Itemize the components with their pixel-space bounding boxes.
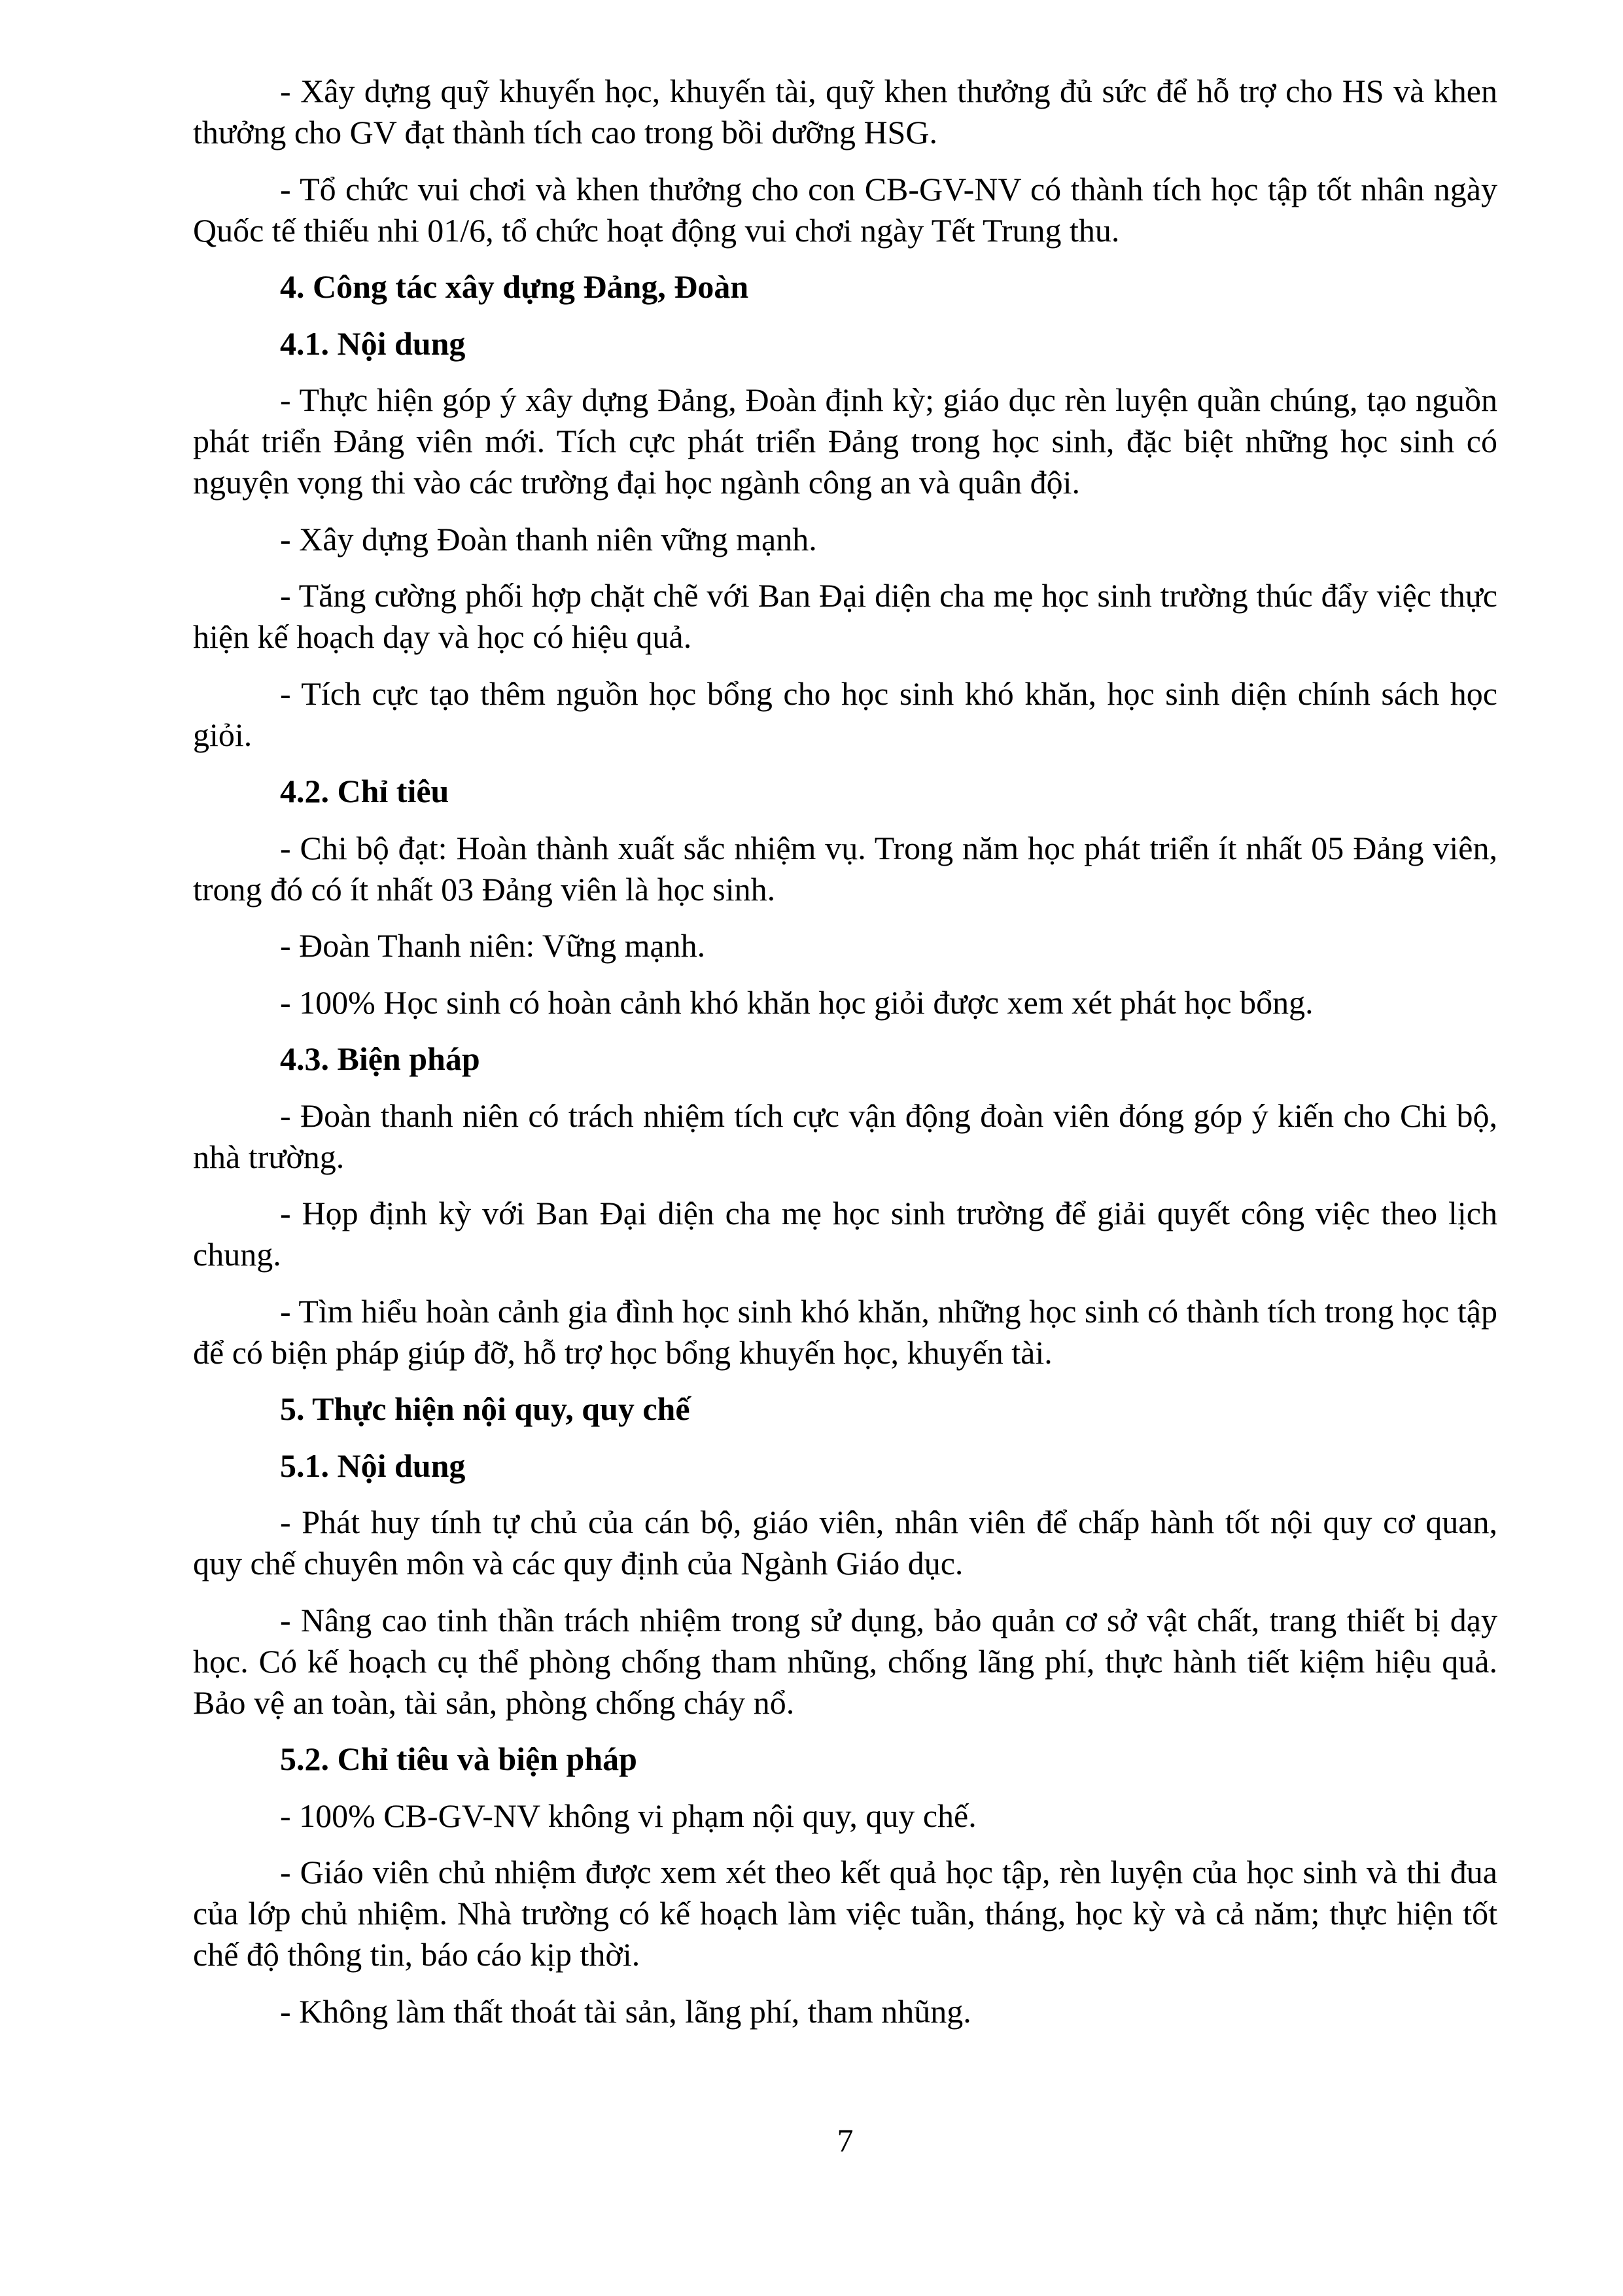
- heading-section-4: 4. Công tác xây dựng Đảng, Đoàn: [280, 268, 749, 305]
- document-page: [193, 0, 1497, 2296]
- heading-section-4-2: 4.2. Chỉ tiêu: [280, 773, 449, 809]
- document-body: [193, 71, 1497, 2047]
- heading-section-5-2: 5.2. Chỉ tiêu và biện pháp: [280, 1740, 637, 1777]
- paragraph-5-1-item-2: - Nâng cao tinh thần trách nhiệm trong sử dụng, bảo quản cơ sở vật chất, trang thiết bị dạy học. Có kế hoạch cụ thể phòng chống tham nhũng, chống lãng phí, thực hành tiết kiệm hiệu quả. Bảo vệ an toàn, tài sản, phòng chống cháy nổ.: [193, 1601, 1497, 1721]
- paragraph-5-2-item-3: - Không làm thất thoát tài sản, lãng phí, tham nhũng.: [280, 1992, 971, 2030]
- paragraph-4-2-item-1: - Chi bộ đạt: Hoàn thành xuất sắc nhiệm vụ. Trong năm học phát triển ít nhất 05 Đảng viên, trong đó có ít nhất 03 Đảng viên là học sinh.: [193, 829, 1497, 908]
- paragraph-4-2-item-2: - Đoàn Thanh niên: Vững mạnh.: [280, 927, 706, 964]
- paragraph-scholarship-fund: - Xây dựng quỹ khuyến học, khuyến tài, quỹ khen thưởng đủ sức để hỗ trợ cho HS và khen thưởng cho GV đạt thành tích cao trong bồi dưỡng HSG.: [193, 73, 1497, 150]
- paragraph-4-1-item-1: - Thực hiện góp ý xây dựng Đảng, Đoàn định kỳ; giáo dục rèn luyện quần chúng, tạo nguồn phát triển Đảng viên mới. Tích cực phát triển Đảng trong học sinh, đặc biệt những học sinh có nguyện vọng thi vào các trường đại học ngành công an và quân đội.: [193, 381, 1497, 501]
- paragraph-4-1-item-3: - Tăng cường phối hợp chặt chẽ với Ban Đại diện cha mẹ học sinh trường thúc đẩy việc thực hiện kế hoạch dạy và học có hiệu quả.: [193, 577, 1497, 655]
- heading-section-4-1: 4.1. Nội dung: [280, 325, 466, 362]
- paragraph-4-1-item-2: - Xây dựng Đoàn thanh niên vững mạnh.: [280, 520, 817, 557]
- paragraph-4-3-item-2: - Họp định kỳ với Ban Đại diện cha mẹ học sinh trường để giải quyết công việc theo lịch chung.: [193, 1195, 1497, 1273]
- paragraph-4-3-item-3: - Tìm hiểu hoàn cảnh gia đình học sinh khó khăn, những học sinh có thành tích trong học tập để có biện pháp giúp đỡ, hỗ trợ học bổng khuyến học, khuyến tài.: [193, 1292, 1497, 1371]
- paragraph-4-3-item-1: - Đoàn thanh niên có trách nhiệm tích cực vận động đoàn viên đóng góp ý kiến cho Chi bộ, nhà trường.: [193, 1097, 1497, 1175]
- paragraph-4-1-item-4: - Tích cực tạo thêm nguồn học bổng cho học sinh khó khăn, học sinh diện chính sách học giỏi.: [193, 675, 1497, 753]
- paragraph-5-2-item-2: - Giáo viên chủ nhiệm được xem xét theo kết quả học tập, rèn luyện của học sinh và thi đua của lớp chủ nhiệm. Nhà trường có kế hoạch làm việc tuần, tháng, học kỳ và cả năm; thực hiện tốt chế độ thông tin, báo cáo kịp thời.: [193, 1854, 1497, 1973]
- paragraph-5-1-item-1: - Phát huy tính tự chủ của cán bộ, giáo viên, nhân viên để chấp hành tốt nội quy cơ quan, quy chế chuyên môn và các quy định của Ngành Giáo dục.: [193, 1504, 1497, 1581]
- paragraph-children-rewards: - Tổ chức vui chơi và khen thưởng cho con CB-GV-NV có thành tích học tập tốt nhân ngày Quốc tế thiếu nhi 01/6, tổ chức hoạt động vui chơi ngày Tết Trung thu.: [193, 170, 1497, 249]
- heading-section-5: 5. Thực hiện nội quy, quy chế: [280, 1390, 690, 1427]
- heading-section-5-1: 5.1. Nội dung: [280, 1447, 466, 1484]
- paragraph-4-2-item-3: - 100% Học sinh có hoàn cảnh khó khăn học giỏi được xem xét phát học bổng.: [280, 983, 1314, 1021]
- page-number: 7: [837, 2122, 854, 2159]
- heading-section-4-3: 4.3. Biện pháp: [280, 1040, 480, 1077]
- paragraph-5-2-item-1: - 100% CB-GV-NV không vi phạm nội quy, quy chế.: [280, 1797, 977, 1834]
